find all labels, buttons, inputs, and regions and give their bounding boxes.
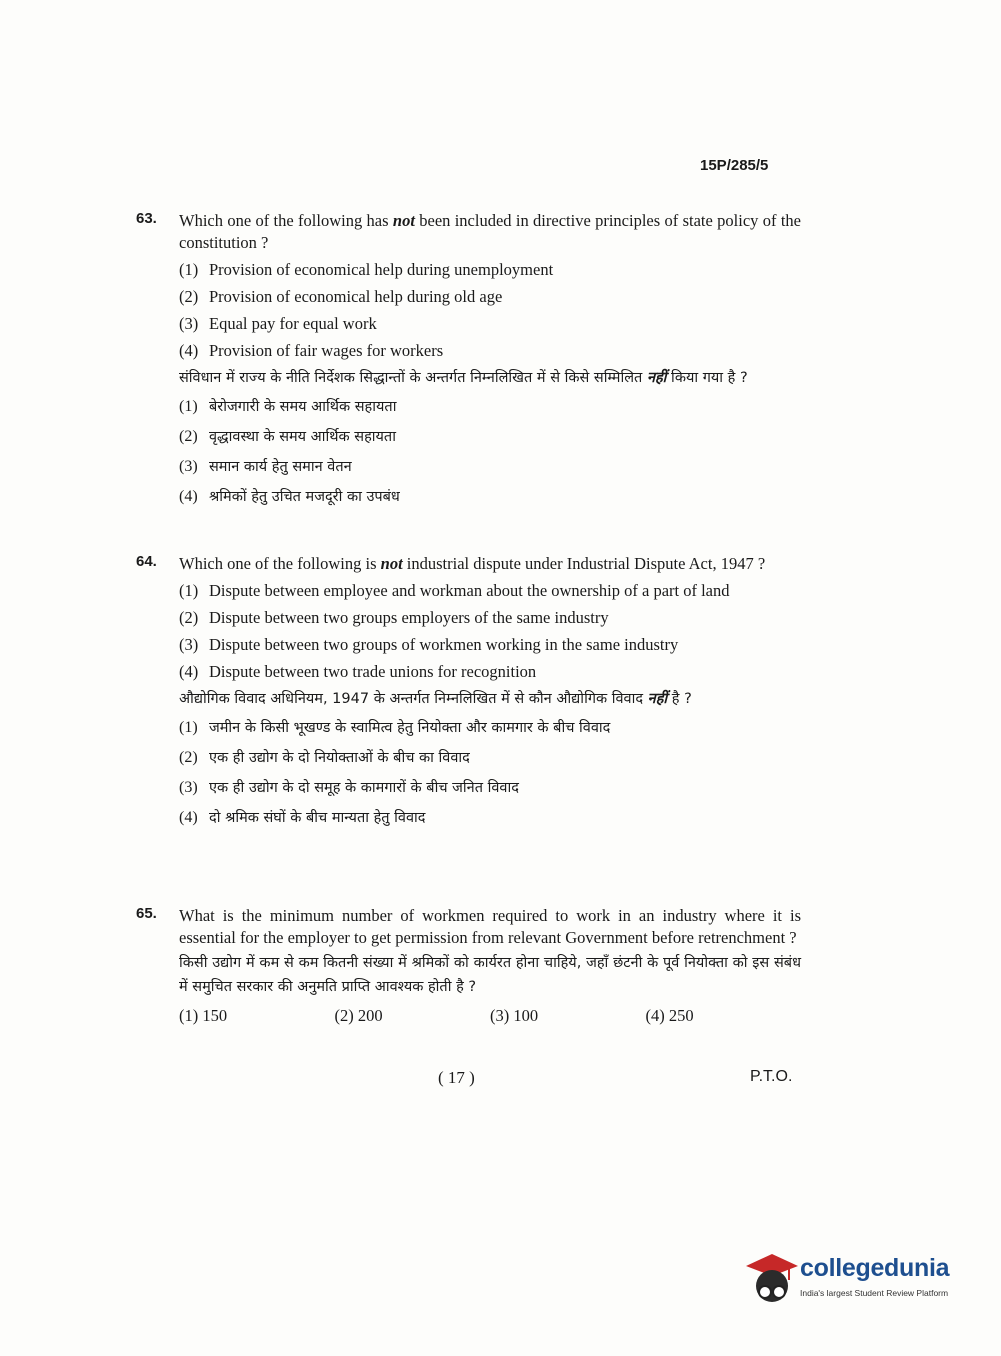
option-en: (3) Equal pay for equal work <box>179 314 377 333</box>
question-text-hi: औद्योगिक विवाद अधिनियम, 1947 के अन्तर्गत निम्नलिखित में से कौन औद्योगिक विवाद नहीं है ? <box>179 691 692 707</box>
question-number: 64. <box>136 553 157 570</box>
question-63 <box>136 210 801 512</box>
collegedunia-logo <box>742 1248 972 1314</box>
option-hi: (3) एक ही उद्योग के दो समूह के कामगारों के बीच जनित विवाद <box>179 779 519 796</box>
question-text-hi: किसी उद्योग में कम से कम कितनी संख्या में श्रमिकों को कार्यरत होना चाहिये, जहाँ छंटनी के पूर्व नियोक्ता को इस संबंध में समुचित सरकार की अनुमति प्राप्ति आवश्यक होती है ? <box>179 955 801 995</box>
option-hi: (1) बेरोजगारी के समय आर्थिक सहायता <box>179 398 397 415</box>
option-hi: (3) समान कार्य हेतु समान वेतन <box>179 458 352 475</box>
option: (2) 200 <box>334 1006 383 1025</box>
option: (3) 100 <box>490 1006 539 1025</box>
question-number: 63. <box>136 210 157 227</box>
question-text-en: Which one of the following is not industrial dispute under Industrial Dispute Act, 1947 ? <box>179 554 766 573</box>
option: (1) 150 <box>179 1006 228 1025</box>
paper-code: 15P/285/5 <box>700 157 769 174</box>
option-hi: (2) एक ही उद्योग के दो नियोक्ताओं के बीच का विवाद <box>179 749 470 766</box>
option-en: (4) Provision of fair wages for workers <box>179 341 444 360</box>
question-number: 65. <box>136 905 157 922</box>
logo-mascot-icon <box>742 1248 798 1310</box>
option-en: (1) Provision of economical help during unemployment <box>179 260 554 279</box>
option-en: (1) Dispute between employee and workman about the ownership of a part of land <box>179 581 730 600</box>
question-text-en: Which one of the following has not been included in directive principles of state policy of the constitution ? <box>179 211 801 252</box>
option-hi: (4) श्रमिकों हेतु उचित मजदूरी का उपबंध <box>179 488 400 505</box>
options-row <box>179 1005 801 1027</box>
option: (4) 250 <box>645 1006 694 1025</box>
question-text-en: What is the minimum number of workmen required to work in an industry where it is essential for the employer to get permission from relevant Government before retrenchment ? <box>179 906 801 947</box>
option-en: (4) Dispute between two trade unions for recognition <box>179 662 537 681</box>
logo-tagline: India's largest Student Review Platform <box>800 1288 949 1298</box>
question-text-hi: संविधान में राज्य के नीति निर्देशक सिद्धान्तों के अन्तर्गत निम्नलिखित में से किसे सम्मिलित नहीं किया गया है ? <box>179 370 748 386</box>
option-en: (3) Dispute between two groups of workmen working in the same industry <box>179 635 679 654</box>
page-number: ( 17 ) <box>438 1068 475 1087</box>
question-65 <box>136 905 801 1027</box>
question-64 <box>136 553 801 833</box>
logo-wordmark: collegedunia <box>800 1254 950 1282</box>
option-hi: (1) जमीन के किसी भूखण्ड के स्वामित्व हेतु नियोक्ता और कामगार के बीच विवाद <box>179 719 611 736</box>
option-en: (2) Dispute between two groups employers of the same industry <box>179 608 609 627</box>
option-en: (2) Provision of economical help during old age <box>179 287 503 306</box>
option-hi: (2) वृद्धावस्था के समय आर्थिक सहायता <box>179 428 396 445</box>
option-hi: (4) दो श्रमिक संघों के बीच मान्यता हेतु विवाद <box>179 809 426 826</box>
pto-label: P.T.O. <box>750 1068 793 1085</box>
